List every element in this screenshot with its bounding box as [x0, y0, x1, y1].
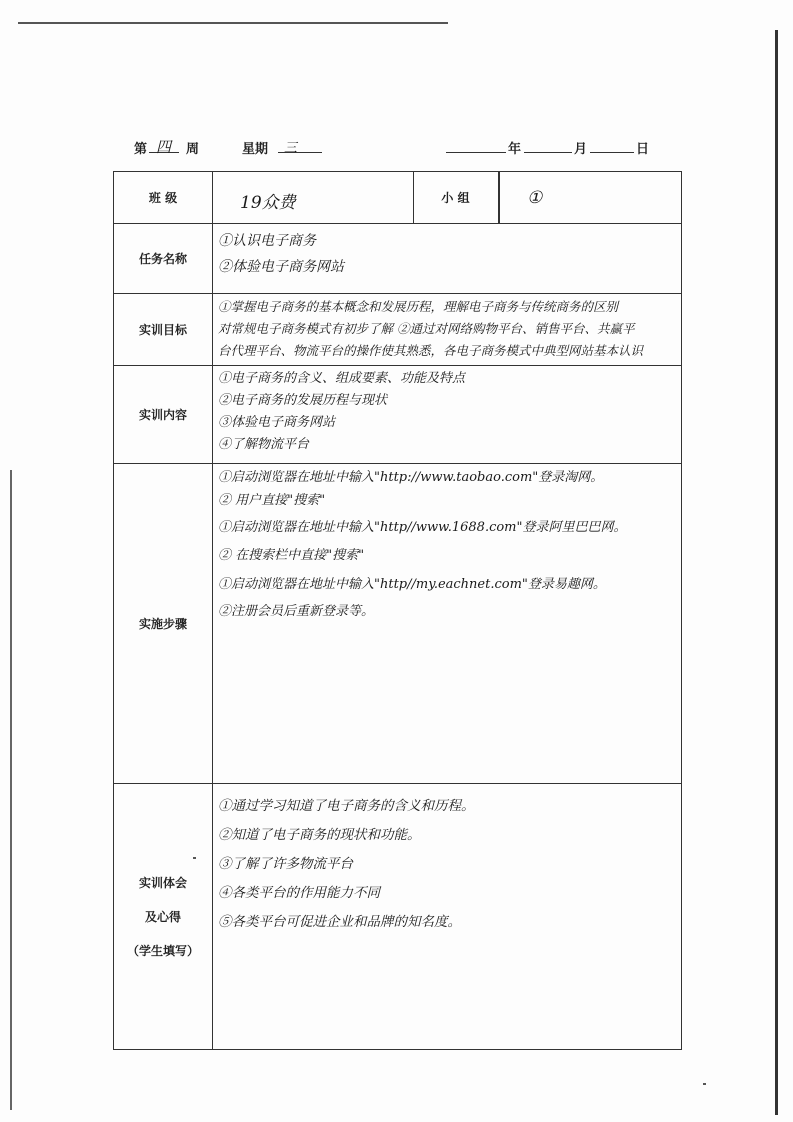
group-cell [499, 172, 681, 223]
steps-content [213, 464, 681, 783]
steps-line: ①启动浏览器在地址中输入"http://www.taobao.com"登录淘网。 [218, 470, 604, 485]
goal-line: 对常规电子商务模式有初步了解 ②通过对网络购物平台、销售平台、共赢平 [218, 321, 635, 336]
class-value: 19众费 [240, 193, 296, 213]
weekday-value: 三 [284, 141, 298, 156]
content-line: ②电子商务的发展历程与现状 [218, 393, 388, 408]
nian-label: 年 [508, 142, 522, 157]
training-record-form [113, 171, 682, 1050]
scan-speck [703, 1083, 706, 1085]
content-label: 实训内容 [114, 366, 213, 463]
scan-edge-right [775, 30, 778, 1115]
zhou-label: 周 [186, 142, 200, 157]
month-underline [524, 136, 572, 153]
reflection-label [114, 784, 213, 1049]
goal-line: 台代理平台、物流平台的操作使其熟悉，各电子商务模式中典型网站基本认识 [218, 343, 644, 358]
content-content [213, 366, 681, 463]
group-label: 小 组 [413, 172, 499, 223]
reflection-label-1: 实训体会 [138, 875, 187, 890]
goal-row [114, 294, 681, 366]
goal-label: 实训目标 [114, 294, 213, 365]
task-content [213, 224, 681, 293]
reflection-row [114, 784, 681, 1049]
class-cell [213, 172, 413, 223]
reflection-line: ④各类平台的作用能力不同 [218, 885, 380, 901]
steps-line: ② 在搜索栏中直接"搜索" [218, 548, 365, 563]
content-line: ③体验电子商务网站 [218, 415, 336, 430]
year-underline [446, 136, 506, 153]
week-number: 四 [156, 138, 172, 156]
yue-label: 月 [574, 142, 588, 157]
task-label: 任务名称 [114, 224, 213, 293]
goal-content [213, 294, 681, 365]
reflection-content [213, 784, 681, 1049]
goal-line: ①掌握电子商务的基本概念和发展历程，理解电子商务与传统商务的区别 [218, 299, 619, 314]
di-label: 第 [134, 142, 148, 157]
task-row [114, 224, 681, 294]
task-line: ②体验电子商务网站 [218, 259, 344, 275]
content-row [114, 366, 681, 464]
reflection-line: ③了解了许多物流平台 [218, 856, 353, 872]
steps-line: ①启动浏览器在地址中输入"http//my.eachnet.com"登录易趣网。 [218, 577, 606, 592]
group-value: ① [527, 188, 543, 208]
date-header [134, 136, 654, 158]
reflection-line: ①通过学习知道了电子商务的含义和历程。 [218, 798, 475, 814]
content-line: ①电子商务的含义、组成要素、功能及特点 [218, 371, 466, 386]
steps-line: ②注册会员后重新登录等。 [218, 604, 375, 619]
steps-line: ①启动浏览器在地址中输入"http//www.1688.com"登录阿里巴巴网。 [218, 520, 627, 535]
scan-edge-top [18, 22, 448, 24]
reflection-label-2: 及心得 [144, 909, 181, 924]
scan-edge-left [10, 470, 12, 1110]
ri-label: 日 [636, 142, 650, 157]
steps-row [114, 464, 681, 784]
steps-label: 实施步骤 [114, 464, 213, 783]
day-underline [590, 136, 634, 153]
reflection-line: ②知道了电子商务的现状和功能。 [218, 827, 421, 843]
xingqi-label: 星期 [242, 142, 269, 157]
class-row [114, 172, 681, 224]
content-line: ④了解物流平台 [218, 437, 310, 452]
task-line: ①认识电子商务 [218, 233, 316, 249]
reflection-line: ⑤各类平台可促进企业和品牌的知名度。 [218, 914, 461, 930]
class-label: 班 级 [114, 172, 213, 223]
reflection-label-3: （学生填写） [126, 943, 199, 958]
steps-line: ② 用户直接"搜索" [218, 493, 326, 508]
